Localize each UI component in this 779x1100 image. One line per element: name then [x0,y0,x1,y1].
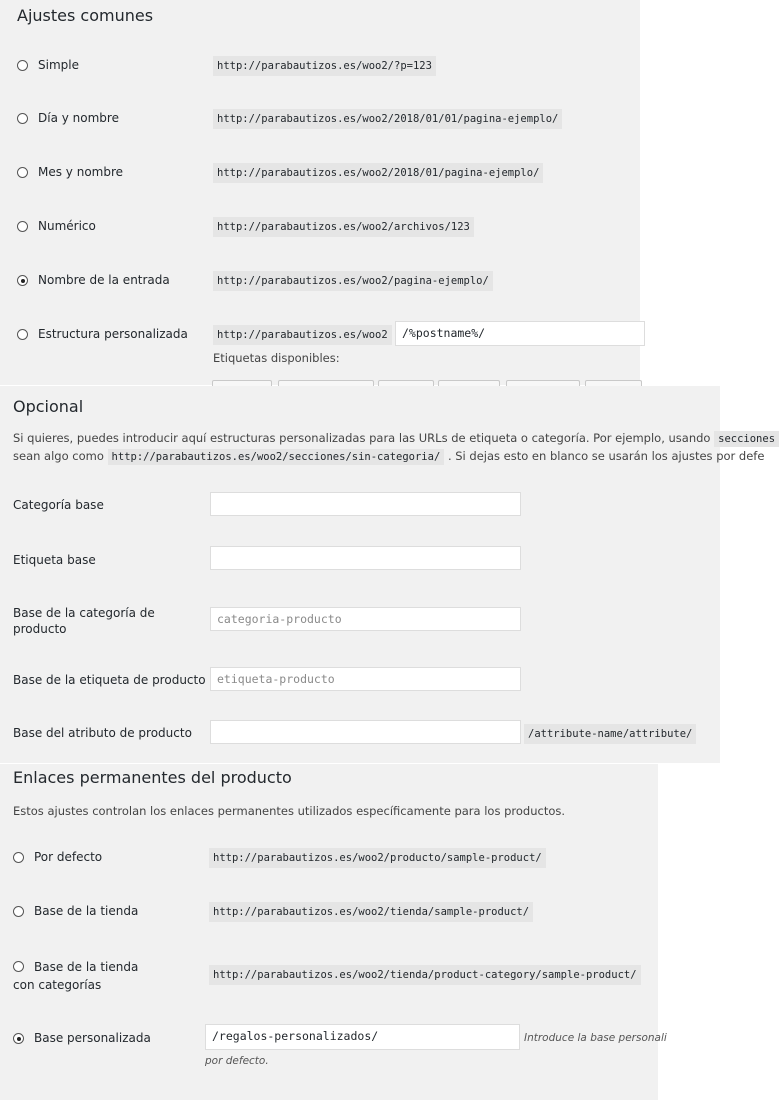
intro-text: Si quieres, puedes introducir aquí estructuras personalizadas para las URLs de etiqueta o categoría. Por ejemplo, usando [13,431,711,445]
intro-text-end: . Si dejas esto en blanco se usarán los ajustes por defe [447,449,765,463]
category-base-label: Categoría base [13,498,104,512]
product-category-base-label: Base de la categoría de producto [13,606,155,636]
tag-base-input[interactable] [210,546,521,570]
option-label[interactable]: Numérico [38,219,96,233]
example-url: http://parabautizos.es/woo2/producto/sample-product/ [209,848,546,868]
product-permalinks-title: Enlaces permanentes del producto [13,768,292,787]
option-label[interactable]: Base de la tienda [34,904,139,918]
product-attribute-base-input[interactable] [210,720,521,744]
product-category-base-input[interactable]: categoria-producto [210,607,521,631]
optional-intro-line-1 [13,431,779,445]
option-label[interactable]: Por defecto [34,850,103,864]
radio-custom-structure[interactable] [17,329,28,340]
product-tag-base-label: Base de la etiqueta de producto [13,673,206,687]
radio-numeric[interactable] [17,221,28,232]
attribute-suffix: /attribute-name/attribute/ [524,724,696,744]
optional-intro-line-2 [13,449,764,463]
example-url: http://parabautizos.es/woo2/2018/01/pagina-ejemplo/ [213,163,543,183]
custom-structure-prefix: http://parabautizos.es/woo2 [213,325,392,345]
intro-code-url: http://parabautizos.es/woo2/secciones/sin-categoria/ [108,449,445,465]
example-url: http://parabautizos.es/woo2/archivos/123 [213,217,474,237]
intro-code-example: secciones [714,431,779,447]
common-settings-title: Ajustes comunes [17,6,154,25]
custom-base-input[interactable]: /regalos-personalizados/ [205,1024,520,1050]
product-permalinks-intro: Estos ajustes controlan los enlaces permanentes utilizados específicamente para los productos. [13,804,566,818]
example-url: http://parabautizos.es/woo2/tienda/product-category/sample-product/ [209,965,641,985]
example-url: http://parabautizos.es/woo2/2018/01/01/pagina-ejemplo/ [213,109,562,129]
radio-custom-base[interactable] [13,1033,24,1044]
radio-default[interactable] [13,852,24,863]
radio-shop-base[interactable] [13,906,24,917]
custom-structure-input[interactable]: /%postname%/ [395,321,645,346]
product-tag-base-input[interactable]: etiqueta-producto [210,667,521,691]
intro-text: sean algo como [13,449,104,463]
example-url: http://parabautizos.es/woo2/tienda/sample-product/ [209,902,533,922]
optional-title: Opcional [13,397,84,416]
custom-base-hint-end: por defecto. [205,1055,269,1067]
tag-base-label: Etiqueta base [13,553,96,567]
custom-base-hint: Introduce la base personali [524,1032,667,1044]
product-attribute-base-label: Base del atributo de producto [13,726,192,740]
option-label[interactable]: Día y nombre [38,111,119,125]
radio-post-name[interactable] [17,275,28,286]
available-tags-label: Etiquetas disponibles: [213,351,340,365]
option-label[interactable]: Base de la tienda con categorías [13,960,139,992]
option-label[interactable]: Estructura personalizada [38,327,188,341]
option-label[interactable]: Nombre de la entrada [38,273,170,287]
example-url: http://parabautizos.es/woo2/pagina-ejemplo/ [213,271,493,291]
option-label[interactable]: Simple [38,58,79,72]
example-url: http://parabautizos.es/woo2/?p=123 [213,56,436,76]
radio-simple[interactable] [17,60,28,71]
category-base-input[interactable] [210,492,521,516]
radio-month-name[interactable] [17,167,28,178]
option-label[interactable]: Base personalizada [34,1031,151,1045]
radio-day-name[interactable] [17,113,28,124]
option-label[interactable]: Mes y nombre [38,165,124,179]
